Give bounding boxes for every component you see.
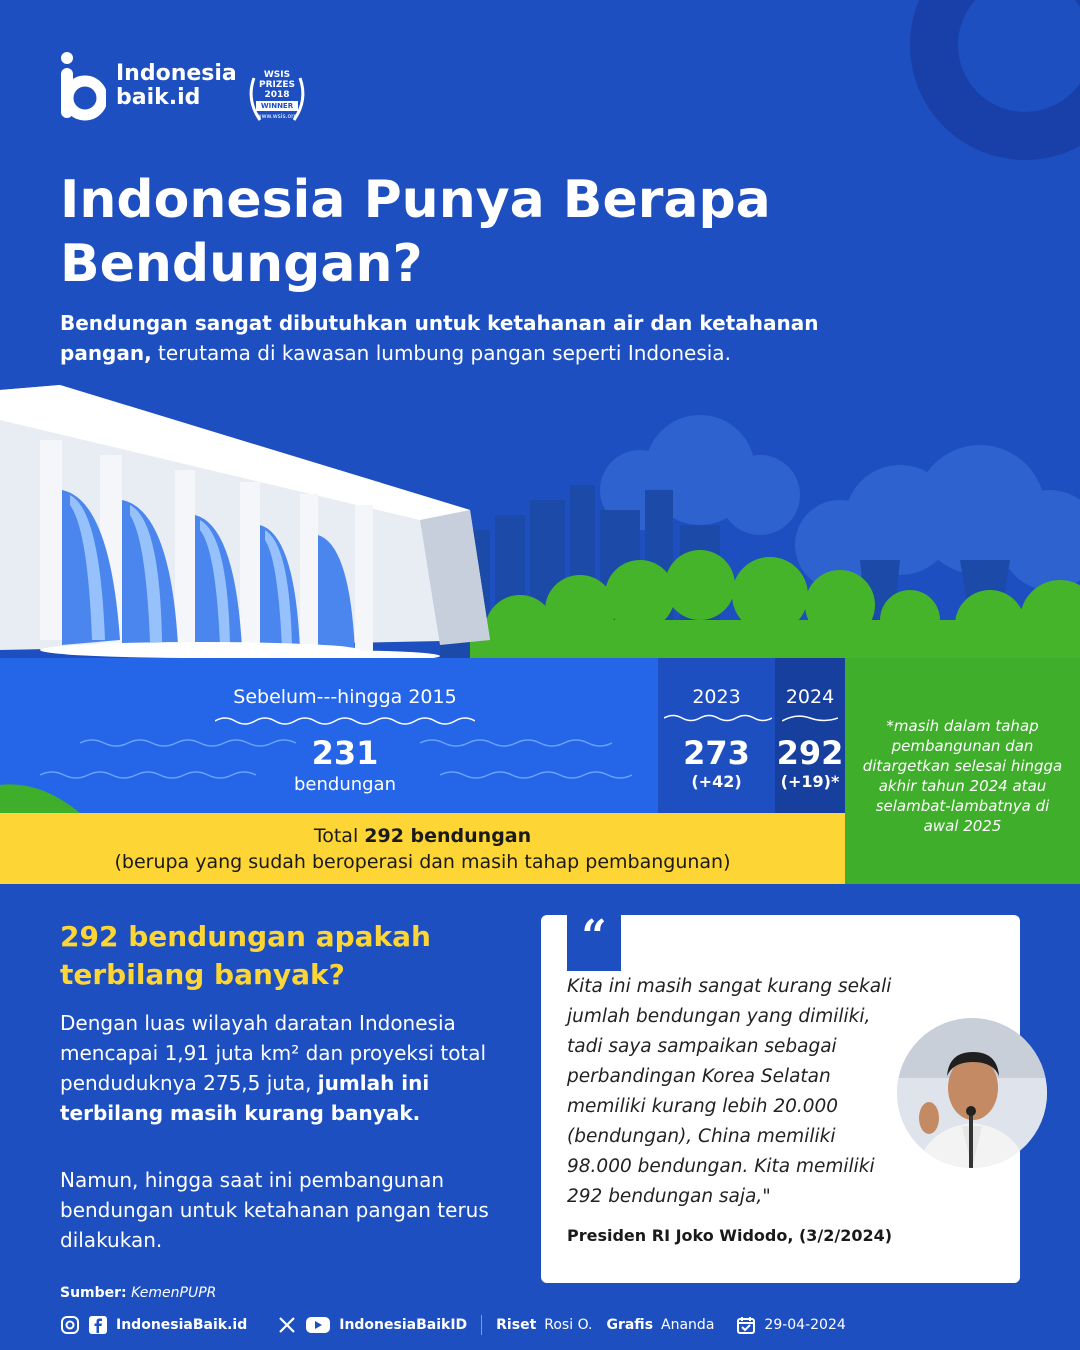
delta-2024: (+19)* — [780, 772, 840, 791]
award-line3: 2018 — [264, 90, 290, 100]
quote-author: Presiden RI Joko Widodo, (3/2/2024) — [567, 1226, 893, 1245]
speaker-portrait — [897, 1018, 1047, 1168]
riset-label: Riset — [496, 1317, 537, 1333]
calendar-icon — [736, 1315, 756, 1335]
source-value: KemenPUPR — [131, 1285, 217, 1301]
instagram-icon[interactable] — [60, 1315, 80, 1335]
publish-date: 29-04-2024 — [764, 1317, 846, 1333]
green-bank-shape — [0, 760, 90, 820]
total-detail: (berupa yang sudah beroperasi dan masih tahap pembangunan) — [114, 851, 731, 873]
page-subtitle — [60, 308, 860, 368]
brand-line1: Indonesia — [116, 61, 237, 86]
subtitle-bold: Bendungan sangat dibutuhkan untuk ketahanan air dan ketahanan pangan, — [60, 311, 819, 365]
brand-logo — [58, 50, 237, 122]
wave-divider-icon — [664, 713, 772, 723]
decorative-ring — [910, 0, 1080, 160]
grafis-value: Ananda — [661, 1317, 715, 1333]
youtube-icon[interactable] — [305, 1315, 331, 1335]
question-paragraph-1 — [60, 1008, 520, 1128]
quote-mark-icon — [567, 907, 621, 971]
paragraph-1-bold: jumlah ini terbilang masih kurang banyak. — [60, 1071, 430, 1125]
wave-divider-icon — [782, 713, 838, 723]
quote-tag — [567, 907, 621, 971]
period-label-2023: 2023 — [692, 686, 741, 708]
construction-note: *masih dalam tahap pembangunan dan ditargetkan selesai hingga akhir tahun 2024 atau selambat-lambatnya di awal 2025 — [862, 717, 1063, 835]
award-line5: www.wsis.org — [256, 113, 298, 120]
period-label-pre2015: Sebelum---hingga 2015 — [233, 686, 457, 708]
delta-2023: (+42) — [691, 772, 742, 791]
award-line2: PRIZES — [258, 80, 296, 90]
indonesiabaik-logo-icon — [58, 50, 106, 122]
dam-illustration — [0, 370, 1080, 670]
count-2024: 292 — [776, 734, 844, 772]
wave-divider-icon — [215, 715, 475, 727]
source-credit — [60, 1285, 216, 1301]
count-2023: 273 — [683, 734, 750, 772]
subtitle-normal: terutama di kawasan lumbung pangan seperti Indonesia. — [151, 341, 731, 365]
paragraph-1-normal: Dengan luas wilayah daratan Indonesia mencapai 1,91 juta km² dan proyeksi total penduduknya 275,5 juta, — [60, 1011, 487, 1095]
source-label: Sumber: — [60, 1285, 127, 1301]
count-pre2015: 231 — [311, 734, 379, 772]
page-title: Indonesia Punya Berapa Bendungan? — [60, 170, 771, 294]
portrait-illustration — [897, 1018, 1047, 1168]
question-paragraph-2: Namun, hingga saat ini pembangunan bendungan untuk ketahanan pangan terus dilakukan. — [60, 1168, 489, 1252]
total-banner — [0, 813, 845, 884]
brand-line2: baik.id — [116, 85, 201, 110]
footer-site[interactable]: IndonesiaBaik.id — [116, 1317, 248, 1333]
total-prefix: Total — [313, 825, 365, 847]
period-label-2024: 2024 — [785, 686, 835, 708]
footer-bar — [60, 1314, 1020, 1336]
award-line1: WSIS — [263, 70, 291, 80]
award-line4: WINNER — [256, 101, 298, 111]
footer-divider — [481, 1315, 482, 1335]
footer-handle[interactable]: IndonesiaBaikID — [339, 1317, 468, 1333]
wsis-award-badge — [244, 66, 310, 132]
quote-text: Kita ini masih sangat kurang sekali jumlah bendungan yang dimiliki, tadi saya sampaikan sebagai perbandingan Korea Selatan memiliki kurang lebih 20.000 (bendungan), China memiliki 98.000 bendungan. Kita memiliki 292 bendungan saja," — [567, 976, 892, 1207]
unit-pre2015: bendungan — [293, 774, 396, 795]
total-bold: 292 bendungan — [364, 825, 532, 847]
facebook-icon[interactable] — [88, 1315, 108, 1335]
x-twitter-icon[interactable] — [277, 1315, 297, 1335]
riset-value: Rosi O. — [544, 1317, 593, 1333]
grafis-label: Grafis — [606, 1317, 654, 1333]
quote-mark: “ — [581, 911, 607, 962]
question-title: 292 bendungan apakah terbilang banyak? — [60, 920, 431, 991]
